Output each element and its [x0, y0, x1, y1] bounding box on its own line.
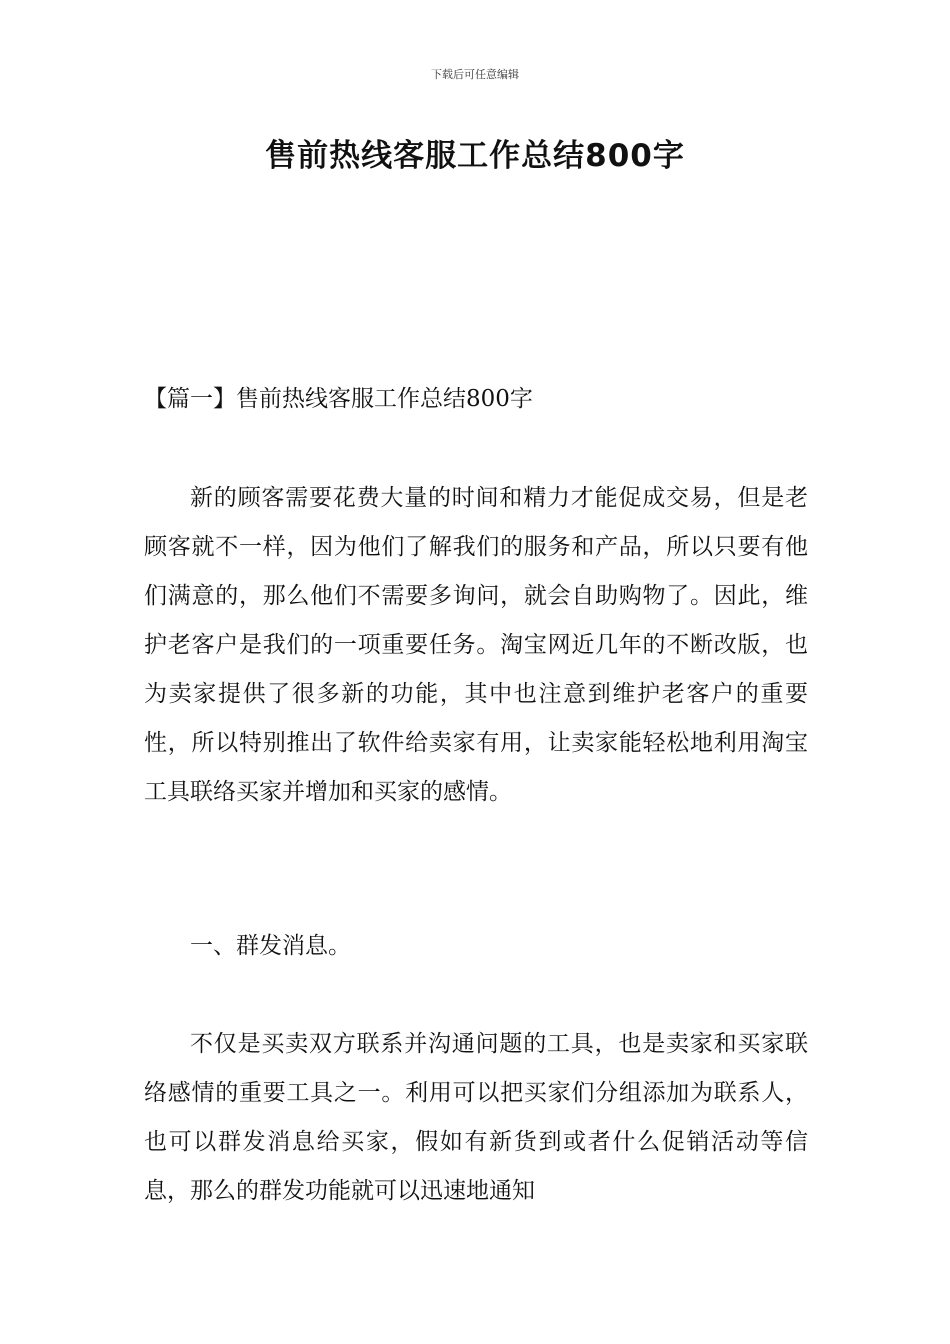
paragraph-subheading-group-message: 一、群发消息。 [190, 933, 351, 959]
header-note: 下载后可任意编辑 [431, 68, 519, 81]
section-heading: 【篇一】售前热线客服工作总结800字 [144, 386, 533, 412]
paragraph-group-message-body: 不仅是买卖双方联系并沟通问题的工具，也是卖家和买家联络感情的重要工具之一。利用可以把买家们分组添加为联系人，也可以群发消息给买家，假如有新货到或者什么促销活动等信息，那么的群发功能就可以迅速地通知 [144, 1031, 808, 1204]
document-title: 售前热线客服工作总结800字 [265, 138, 685, 174]
paragraph-intro: 新的顾客需要花费大量的时间和精力才能促成交易，但是老顾客就不一样，因为他们了解我们的服务和产品，所以只要有他们满意的，那么他们不需要多询问，就会自助购物了。因此，维护老客户是我们的一项重要任务。淘宝网近几年的不断改版，也为卖家提供了很多新的功能，其中也注意到维护老客户的重要性，所以特别推出了软件给卖家有用，让卖家能轻松地利用淘宝工具联络买家并增加和买家的感情。 [144, 485, 808, 805]
